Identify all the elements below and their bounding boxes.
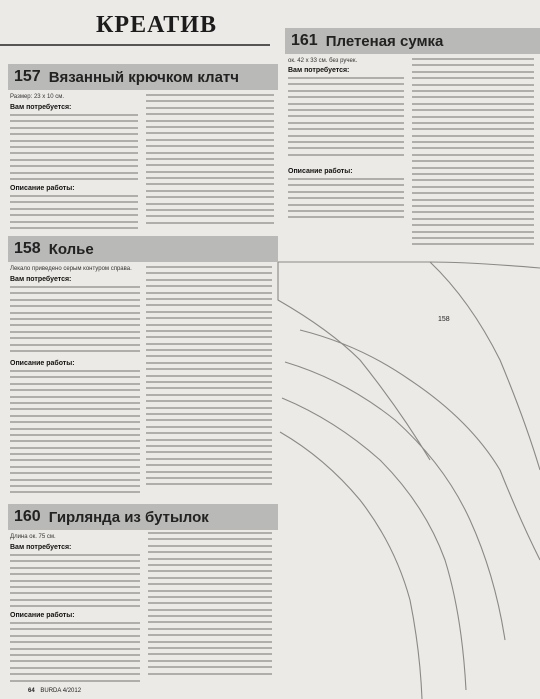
description-heading: Описание работы: xyxy=(288,168,353,175)
page-footer xyxy=(28,688,81,694)
section-size: Размер: 23 х 10 см. xyxy=(10,94,65,100)
page-number: 64 xyxy=(28,688,35,694)
section-number: 158 xyxy=(14,240,41,257)
description-heading: Описание работы: xyxy=(10,612,75,619)
pattern-label: 158 xyxy=(438,316,450,323)
section-heading-160 xyxy=(8,504,278,530)
text-column xyxy=(146,266,272,498)
text-column xyxy=(146,94,274,232)
text-column xyxy=(10,286,140,358)
section-heading-161 xyxy=(285,28,540,54)
description-heading: Описание работы: xyxy=(10,360,75,367)
text-column xyxy=(10,195,138,233)
needs-heading: Вам потребуется: xyxy=(288,67,350,74)
magazine-name: BURDA 4/2012 xyxy=(40,688,82,694)
section-heading-157 xyxy=(8,64,278,90)
section-number: 160 xyxy=(14,508,41,525)
header-rule xyxy=(0,44,270,46)
text-column xyxy=(10,622,140,684)
description-heading: Описание работы: xyxy=(10,185,75,192)
section-name: Гирлянда из бутылок xyxy=(48,508,209,526)
section-number: 161 xyxy=(291,32,318,49)
section-heading-158 xyxy=(8,236,278,262)
text-column xyxy=(10,370,140,500)
section-name: Плетеная сумка xyxy=(325,32,444,50)
section-name: Колье xyxy=(48,240,94,258)
needs-heading: Вам потребуется: xyxy=(10,544,72,551)
needs-heading: Вам потребуется: xyxy=(10,276,72,283)
section-size: Длина ок. 75 см. xyxy=(10,534,56,540)
section-size: ок. 42 х 33 см. без ручек. xyxy=(288,58,358,64)
needs-heading: Вам потребуется: xyxy=(10,104,72,111)
section-name: Вязанный крючком клатч xyxy=(48,68,239,86)
page-title: КРЕАТИВ xyxy=(96,12,217,38)
text-column xyxy=(10,554,140,610)
section-number: 157 xyxy=(14,68,41,85)
text-column xyxy=(412,58,534,258)
text-column xyxy=(288,77,404,165)
text-column xyxy=(148,532,272,684)
text-column xyxy=(288,178,404,220)
section-size: Лекало приведено серым контуром справа. xyxy=(10,266,132,272)
text-column xyxy=(10,114,138,182)
